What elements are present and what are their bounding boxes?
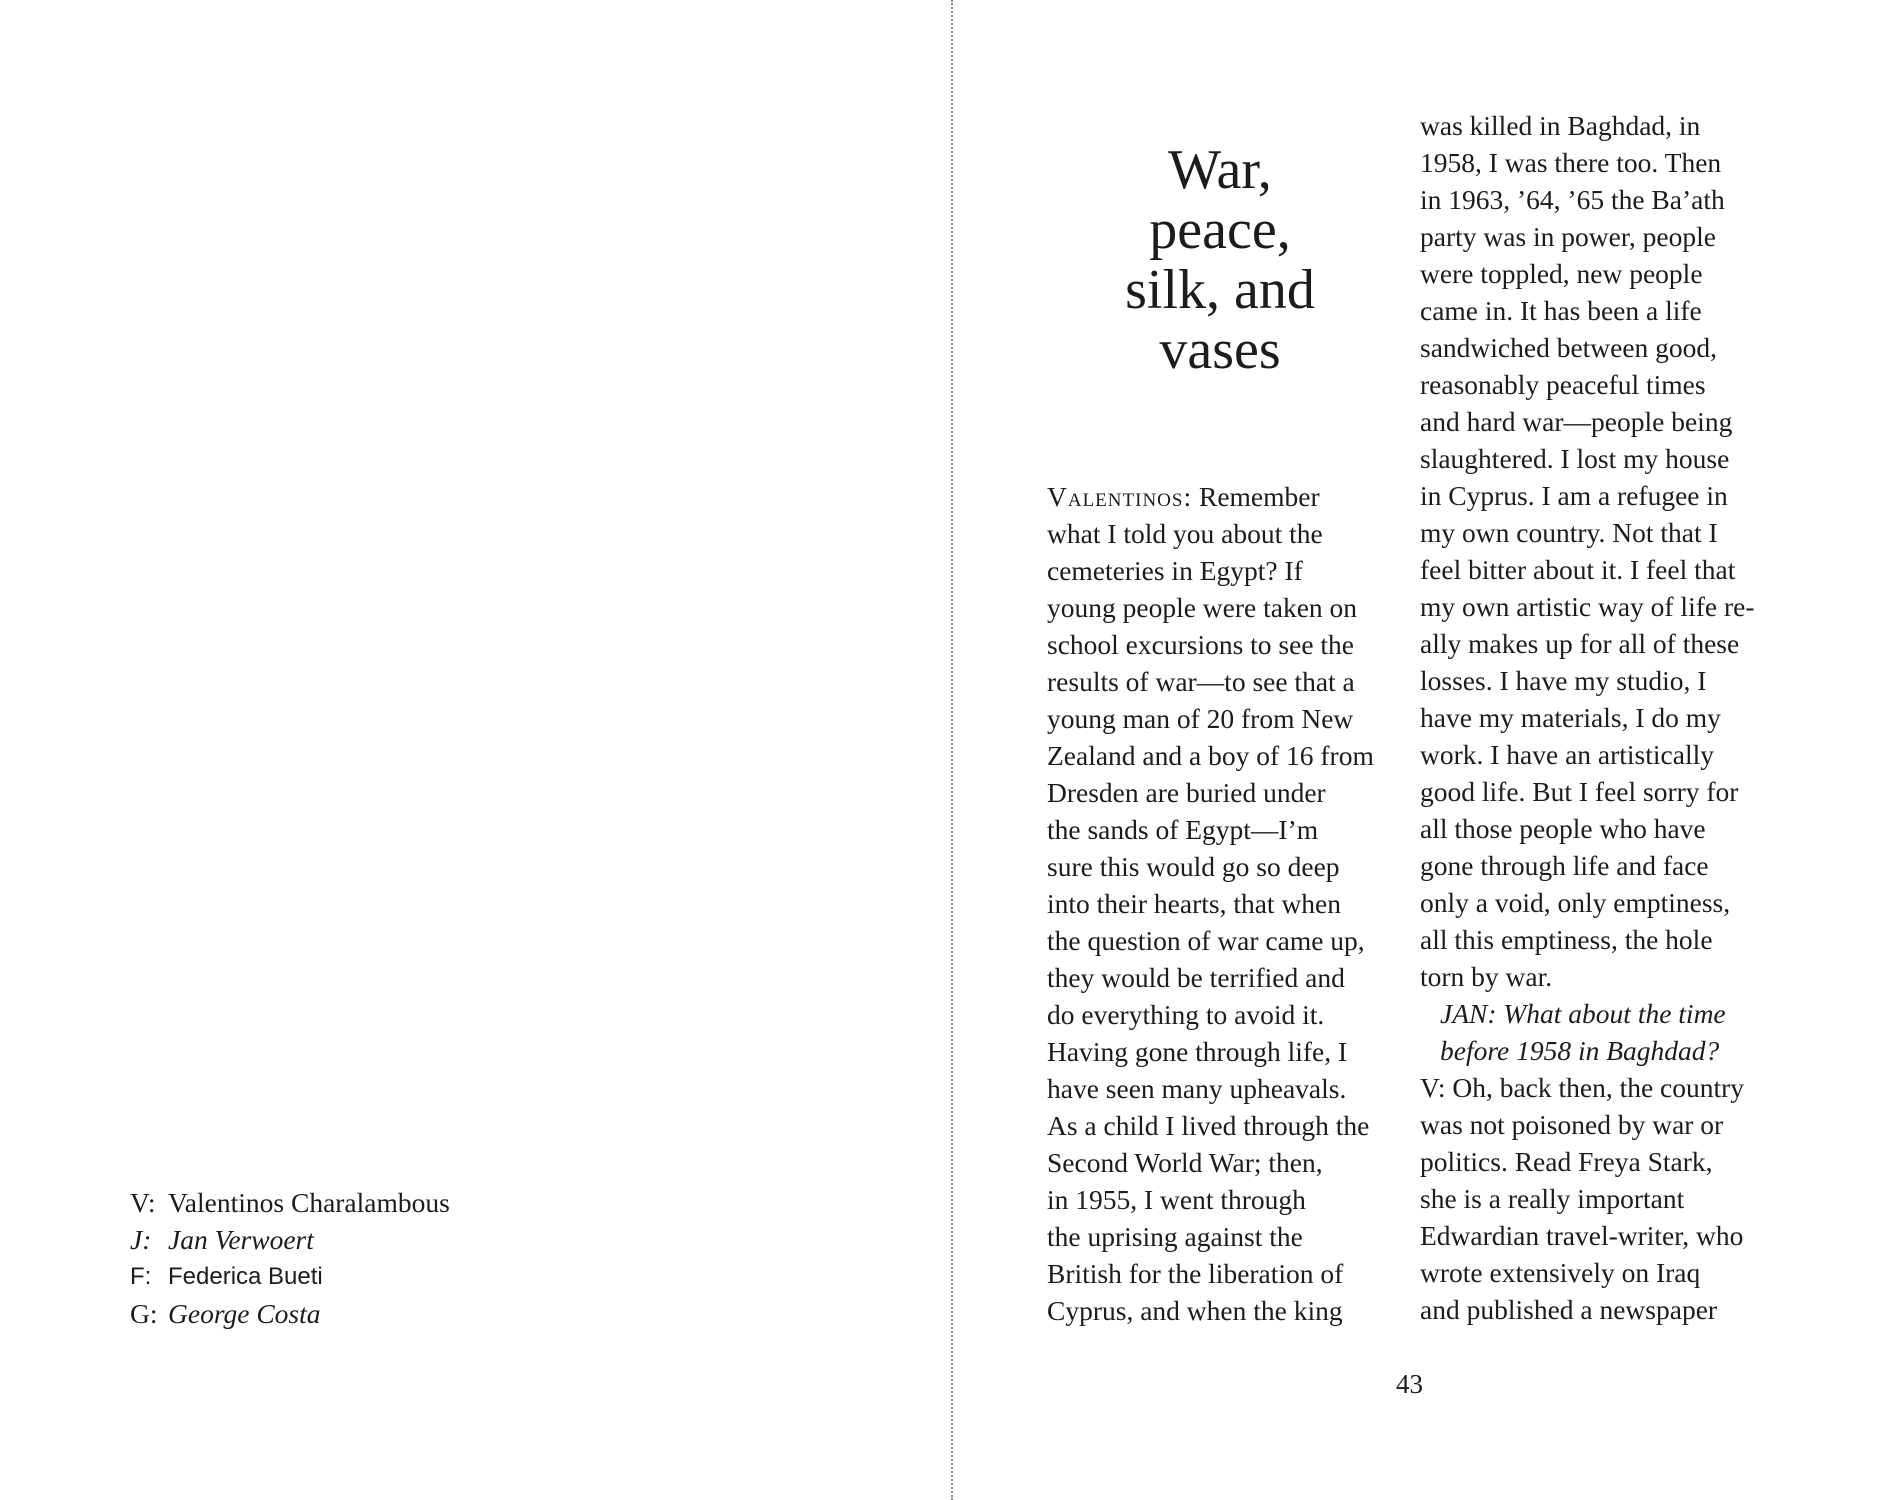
text-line: were toppled, new people: [1420, 258, 1703, 289]
legend-key: V:: [130, 1187, 156, 1218]
text-line: my own country. Not that I: [1420, 517, 1718, 548]
legend-name: Valentinos Charalambous: [168, 1187, 450, 1218]
text-line: what I told you about the: [1047, 518, 1323, 549]
legend-key: J:: [130, 1224, 152, 1255]
legend-name: George Costa: [168, 1298, 321, 1329]
text-line: in 1955, I went through: [1047, 1184, 1306, 1215]
text-line: British for the liberation of: [1047, 1258, 1344, 1289]
text-line: work. I have an artistically: [1420, 739, 1714, 770]
text-line: my own artistic way of life re-: [1420, 591, 1755, 622]
text-line: and hard war—people being: [1420, 406, 1733, 437]
text-line: young man of 20 from New: [1047, 703, 1354, 734]
legend-name: Jan Verwoert: [168, 1224, 314, 1255]
text-line: young people were taken on: [1047, 592, 1358, 623]
text-line: the question of war came up,: [1047, 925, 1365, 956]
text-line: school excursions to see the: [1047, 629, 1355, 660]
title-line: War,: [1168, 139, 1272, 201]
text-line: torn by war.: [1420, 961, 1553, 992]
text-line: and published a newspaper: [1420, 1294, 1718, 1325]
text-line: sure this would go so deep: [1047, 851, 1340, 882]
text-line: Having gone through life, I: [1047, 1036, 1348, 1067]
text-line: have seen many upheavals.: [1047, 1073, 1347, 1104]
legend-key: G:: [130, 1298, 158, 1329]
text-line: wrote extensively on Iraq: [1420, 1257, 1701, 1288]
text-line: all this emptiness, the hole: [1420, 924, 1713, 955]
legend-row-f: [130, 1258, 450, 1295]
text-line: V: Oh, back then, the country: [1420, 1072, 1745, 1103]
text-line: reasonably peaceful times: [1420, 369, 1706, 400]
text-line: came in. It has been a life: [1420, 295, 1702, 326]
text-line: results of war—to see that a: [1047, 666, 1355, 697]
text-line: sandwiched between good,: [1420, 332, 1718, 363]
text-line: Second World War; then,: [1047, 1147, 1323, 1178]
text-line: party was in power, people: [1420, 221, 1716, 252]
text-line: politics. Read Freya Stark,: [1420, 1146, 1713, 1177]
title-line: silk, and: [1125, 259, 1315, 321]
text-line: good life. But I feel sorry for: [1420, 776, 1739, 807]
question-line: before 1958 in Baghdad?: [1440, 1035, 1720, 1066]
text-line: have my materials, I do my: [1420, 702, 1721, 733]
body-column-right: [1420, 107, 1790, 1328]
text-line: she is a really important: [1420, 1183, 1685, 1214]
title-line: peace,: [1149, 199, 1291, 261]
text-line: all those people who have: [1420, 813, 1706, 844]
text-line: the uprising against the: [1047, 1221, 1303, 1252]
text-line: Edwardian travel-writer, who: [1420, 1220, 1744, 1251]
page-number: 43: [1396, 1369, 1423, 1399]
text-line: was killed in Baghdad, in: [1420, 110, 1701, 141]
title-line: vases: [1159, 319, 1281, 381]
gutter-divider: [951, 0, 953, 1500]
participant-legend: [130, 1184, 450, 1332]
text-line: Cyprus, and when the king: [1047, 1295, 1343, 1326]
text-line: the sands of Egypt—I’m: [1047, 814, 1319, 845]
body-column-left: [1047, 478, 1397, 1329]
text-line: into their hearts, that when: [1047, 888, 1342, 919]
text-line: in 1963, ’64, ’65 the Ba’ath: [1420, 184, 1725, 215]
legend-key: F:: [130, 1263, 152, 1290]
text-line: Dresden are buried under: [1047, 777, 1326, 808]
text-line: gone through life and face: [1420, 850, 1709, 881]
legend-row-v: [130, 1184, 450, 1221]
text-line: Zealand and a boy of 16 from: [1047, 740, 1374, 771]
text-line: in Cyprus. I am a refugee in: [1420, 480, 1728, 511]
text-line: was not poisoned by war or: [1420, 1109, 1724, 1140]
text-line: Valentinos: Remember: [1047, 481, 1320, 512]
article-title: [1055, 140, 1385, 380]
text-line: only a void, only emptiness,: [1420, 887, 1731, 918]
text-line: ally makes up for all of these: [1420, 628, 1740, 659]
question-line: JAN: What about the time: [1440, 998, 1726, 1029]
text-line: do everything to avoid it.: [1047, 999, 1325, 1030]
text-line: feel bitter about it. I feel that: [1420, 554, 1736, 585]
legend-name: Federica Bueti: [168, 1263, 323, 1290]
legend-row-j: [130, 1221, 450, 1258]
speaker-label: Valentinos:: [1047, 481, 1193, 512]
legend-row-g: [130, 1295, 450, 1332]
text-line: slaughtered. I lost my house: [1420, 443, 1730, 474]
text-line: cemeteries in Egypt? If: [1047, 555, 1303, 586]
text-line: losses. I have my studio, I: [1420, 665, 1707, 696]
text-line: As a child I lived through the: [1047, 1110, 1370, 1141]
text-line: they would be terrified and: [1047, 962, 1345, 993]
text-line: 1958, I was there too. Then: [1420, 147, 1722, 178]
